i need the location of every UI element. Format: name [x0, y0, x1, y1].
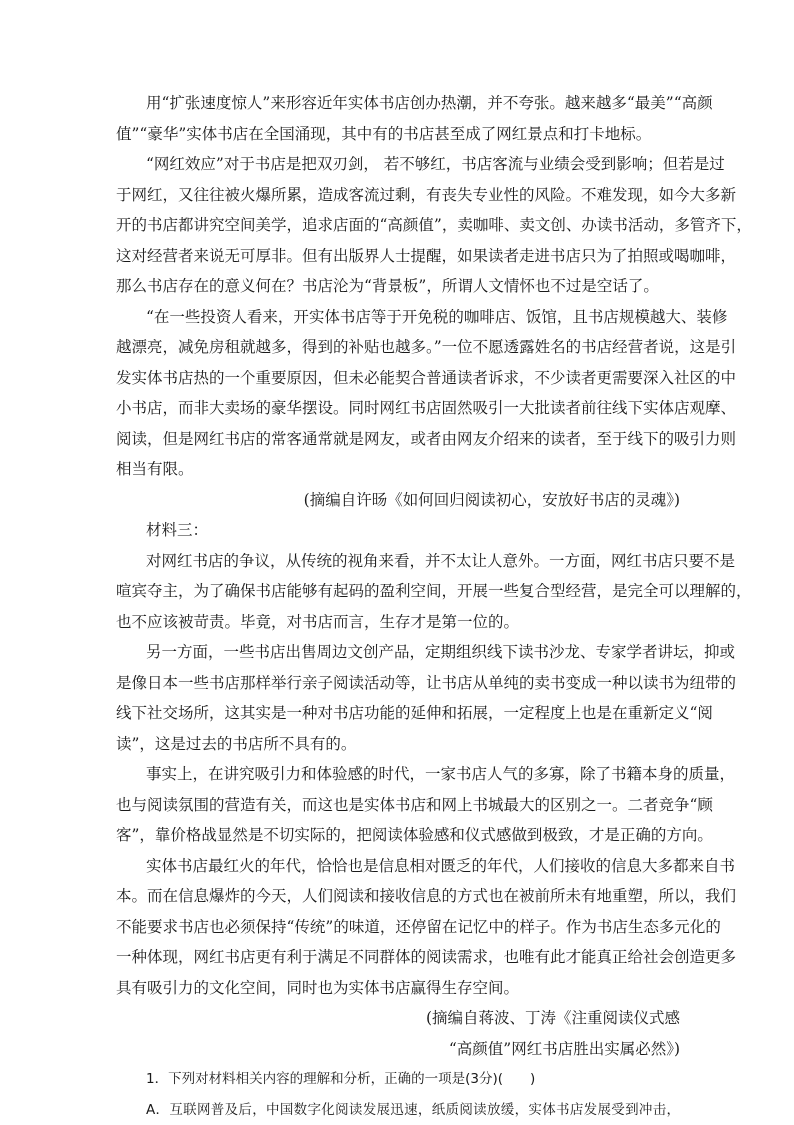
- text-line: 开的书店都讲究空间美学，追求店面的“高颜值”，卖咖啡、卖文创、办读书活动，多管齐下，: [116, 216, 752, 234]
- text-line: 阅读，但是网红书店的常客通常就是网友，或者由网友介绍来的读者，至于线下的吸引力则: [116, 429, 737, 448]
- text-line: “高颜值”网红书店胜出实属必然》): [448, 1039, 680, 1058]
- text-line: 用“扩张速度惊人”来形容近年实体书店创办热潮，并不夸张。越来越多“最美”“高颜: [146, 94, 713, 112]
- text-line: 相当有限。: [116, 460, 194, 478]
- text-line: (摘编自许旸《如何回归阅读初心，安放好书店的灵魂》): [303, 490, 680, 509]
- text-line: 实体书店最红火的年代，恰恰也是信息相对匮乏的年代，人们接收的信息大多都来自书: [146, 856, 736, 875]
- text-line: 越漂亮，减免房租就越多，得到的补贴也越多。”一位不愿透露姓名的书店经营者说，这是引: [116, 338, 737, 356]
- text-line: 值”“豪华”实体书店在全国涌现，其中有的书店甚至成了网红景点和打卡地标。: [116, 124, 652, 143]
- text-line: 读”，这是过去的书店所不具有的。: [116, 734, 357, 753]
- text-line: A．互联网普及后，中国数字化阅读发展迅速，纸质阅读放缓，实体书店发展受到冲击，: [146, 1101, 680, 1118]
- text-line: 也不应该被苛责。毕竟，对书店而言，生存才是第一位的。: [116, 612, 520, 631]
- text-line: “在一些投资人看来，开实体书店等于开免税的咖啡店、饭馆，且书店规模越大、装修: [146, 307, 728, 326]
- text-line: 具有吸引力的文化空间，同时也为实体书店赢得生存空间。: [116, 978, 520, 997]
- text-line: 事实上，在讲究吸引力和体验感的时代，一家书店人气的多寡，除了书籍本身的质量，: [146, 765, 736, 783]
- text-line: 1．下列对材料相关内容的理解和分析，正确的一项是(3分)( ): [146, 1071, 536, 1087]
- text-line: 客”，靠价格战显然是不切实际的，把阅读体验感和仪式感做到极致，才是正确的方向。: [116, 826, 713, 844]
- text-line: 小书店，而非大卖场的豪华摆设。同时网红书店固然吸引一大批读者前往线下实体店观摩、: [116, 399, 737, 417]
- text-line: 另一方面，一些书店出售周边文创产品，定期组织线下读书沙龙、专家学者讲坛，抑或: [146, 643, 736, 661]
- text-line: 本。而在信息爆炸的今天，人们阅读和接收信息的方式也在被前所未有地重塑，所以，我们: [116, 887, 737, 905]
- text-line: 对网红书店的争议，从传统的视角来看，并不太让人意外。一方面，网红书店只要不是: [146, 551, 736, 570]
- text-line: 于网红，又往往被火爆所累，造成客流过剩，有丧失专业性的风险。不难发现，如今大多新: [116, 185, 737, 204]
- text-line: 喧宾夺主，为了确保书店能够有起码的盈利空间，开展一些复合型经营，是完全可以理解的，: [116, 582, 752, 600]
- text-line: 是像日本一些书店那样举行亲子阅读活动等，让书店从单纯的卖书变成一种以读书为纽带的: [116, 673, 737, 692]
- text-line: (摘编自蒋波、丁涛《注重阅读仪式感: [425, 1009, 680, 1027]
- text-line: “网红效应”对于书店是把双刃剑， 若不够红，书店客流与业绩会受到影响；但若是过: [146, 155, 725, 173]
- text-line: 不能要求书店也必须保持“传统”的味道，还停留在记忆中的样子。作为书店生态多元化的: [116, 917, 721, 936]
- text-line: 这对经营者来说无可厚非。但有出版界人士提醒，如果读者走进书店只为了拍照或喝咖啡，: [116, 246, 737, 265]
- text-line: 线下社交场所，这其实是一种对书店功能的延伸和拓展，一定程度上也是在重新定义“阅: [116, 704, 713, 722]
- text-line: 一种体现，网红书店更有利于满足不同群体的阅读需求，也唯有此才能真正给社会创造更多: [116, 948, 737, 966]
- text-line: 材料三：: [146, 521, 209, 539]
- text-line: 那么书店存在的意义何在？书店沦为“背景板”，所谓人文情怀也不过是空话了。: [116, 277, 659, 295]
- text-line: 也与阅读氛围的营造有关，而这也是实体书店和网上书城最大的区别之一。二者竞争“顾: [116, 795, 713, 814]
- text-line: 发实体书店热的一个重要原因，但未必能契合普通读者诉求，不少读者更需要深入社区的中: [116, 368, 737, 387]
